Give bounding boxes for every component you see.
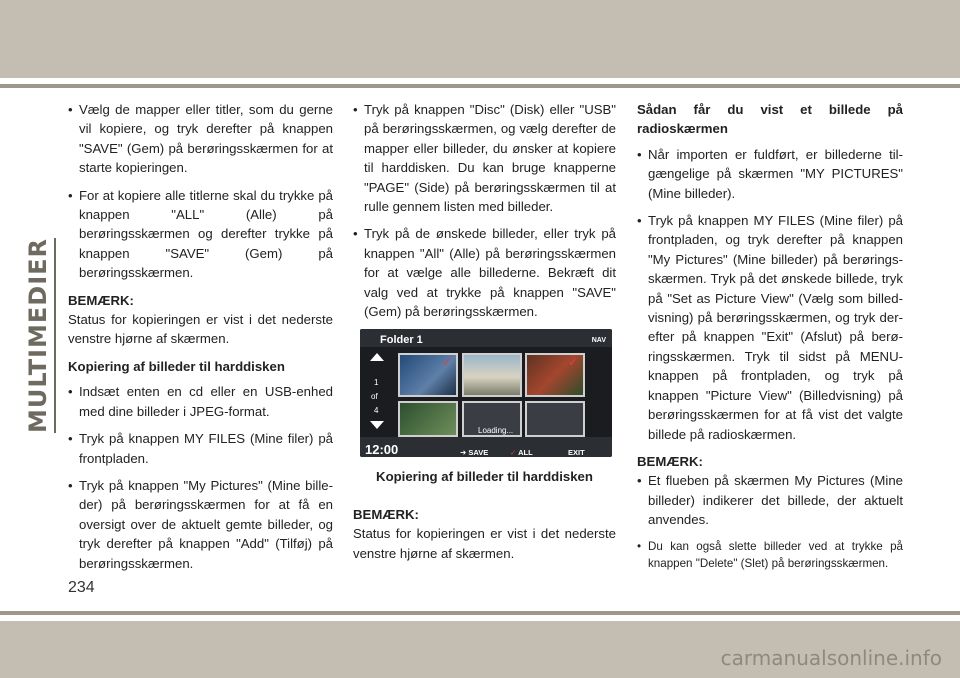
page-up-icon [370, 353, 384, 361]
bullet-copy-all: • For at kopiere alle titlerne skal du trykke på knappen "ALL" (Alle) på berøringsskærmen og derefter trykke på knappen "SAVE" (Gem) på berøringsskærmen. [68, 186, 333, 283]
footer-rule [0, 611, 960, 615]
thumbnail-placeholder [525, 401, 585, 437]
exit-button: EXIT [568, 448, 585, 458]
clock: 12:00 [365, 442, 399, 458]
all-button: ✓ ALL [510, 448, 533, 458]
bullet-select-folders: • Vælg de mapper eller titler, som du gerne vil kopiere, og tryk derefter på knappen "SAVE" (Gem) på berøringsskærmen for at starte kopieringen. [68, 100, 333, 178]
radio-screen-figure [360, 329, 612, 457]
loading-text: Loading... [478, 426, 514, 436]
check-icon: ✓ [568, 355, 579, 370]
bullet-set-picture: • Tryk på knappen MY FILES (Mine filer) på frontpladen, og tryk derefter på knappen "My Pictures" (Mine billeder) på berøringsskærmen. Tryk på det ønskede billede, tryk på "Set as Picture View" (Vælg som billedvisning) på berøringsskærmen, og tryk derefter på knappen "Exit" (Afslut) på berøringsskærmen. Tryk til sidst på MENU-knappen på frontpladen, og tryk på knappen "Picture View" (Billedvisning) på berøringsskærmen for at få vist det valgte billede på radioskærmen. [637, 211, 903, 444]
page-current: 1 [374, 378, 379, 388]
figure-caption: Kopiering af billeder til harddisken [376, 469, 593, 485]
page-of: of [371, 392, 378, 402]
note-heading: BEMÆRK: [353, 506, 419, 522]
header-rule [0, 84, 960, 88]
bullet-my-files: • Tryk på knappen MY FILES (Mine filer) på frontpladen. [68, 429, 333, 468]
page-total: 4 [374, 406, 379, 416]
column-3 [637, 100, 903, 580]
section-heading: Kopiering af billeder til harddisken [68, 358, 285, 374]
bullet-my-pictures: • Tryk på knappen "My Pictures" (Mine billeder) på berøringsskærmen for at få en oversigt over de aktuelt gemte billeder, og tryk derefter på knappen "Add" (Tilføj) på berøringsskærmen. [68, 476, 333, 573]
check-icon: ✓ [442, 355, 453, 370]
bullet-checkmark: • Et flueben på skærmen My Pictures (Mine billeder) indikerer det billede, der aktuelt anvendes. [637, 471, 903, 529]
note-text: Status for kopieringen er vist i det nederste venstre hjørne af skærmen. [353, 526, 616, 561]
section-tab: MULTIMEDIER [24, 238, 52, 433]
section-heading: Sådan får du vist et billede på radioskærmen [637, 102, 903, 137]
page-number: 234 [68, 579, 95, 596]
note-heading: BEMÆRK: [637, 453, 703, 469]
save-button: ➜ SAVE [460, 448, 489, 458]
bullet-insert-media: • Indsæt enten en cd eller en USB-enhed med dine billeder i JPEG-format. [68, 382, 333, 421]
bullet-select-all: • Tryk på de ønskede billeder, eller tryk på knappen "All" (Alle) på berøringsskærmen for at vælge alle billederne. Bekræft dit valg ved at trykke på knappen "SAVE" (Gem) på berøringsskærmen. [353, 224, 616, 321]
bullet-delete: • Du kan også slette billeder ved at trykke på knappen "Delete" (Slet) på berøringsskærmen. [637, 538, 903, 572]
note-heading: BEMÆRK: [68, 292, 134, 308]
column-1 [68, 100, 333, 581]
bullet-import-done: • Når importen er fuldført, er billederne tilgængelige på skærmen "MY PICTURES" (Mine billeder). [637, 145, 903, 203]
watermark: carmanualsonline.info [720, 646, 942, 670]
nav-button: NAV [591, 337, 606, 345]
header-band [0, 0, 960, 78]
thumbnail-image [462, 353, 522, 397]
thumbnail-image [398, 401, 458, 437]
page-down-icon [370, 421, 384, 429]
note-text: Status for kopieringen er vist i det nederste venstre hjørne af skærmen. [68, 312, 333, 347]
bullet-disc-usb: • Tryk på knappen "Disc" (Disk) eller "USB" på berøringsskærmen, og vælg derefter de mapper eller billeder, du ønsker at kopiere til harddisken. Du kan bruge knapperne "PAGE" (Side) på berøringsskærmen til at rulle gennem listen med billeder. [353, 100, 616, 216]
column-2 [353, 100, 616, 571]
folder-title: Folder 1 [380, 334, 423, 347]
